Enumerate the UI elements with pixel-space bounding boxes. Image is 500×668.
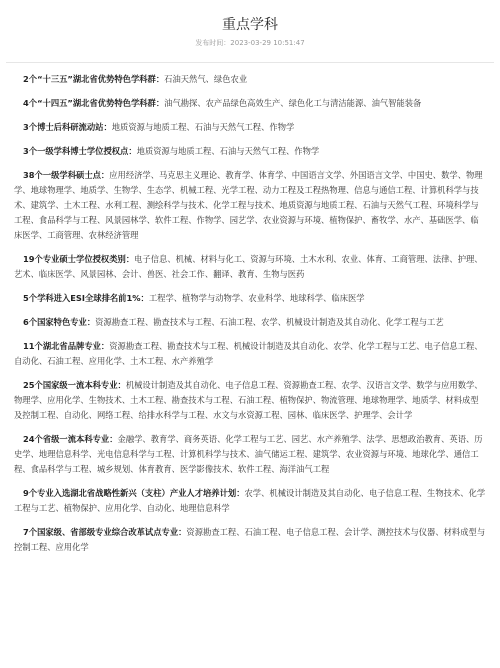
section-text: 油气勘探、农产品绿色高效生产、绿色化工与清洁能源、油气智能装备	[164, 98, 422, 108]
section-text: 资源勘查工程、勘查技术与工程、机械设计制造及其自动化、农学、化学工程与工艺、电子信息工程、自动化、石油工程、应用化学、土木工程、水产养殖学	[14, 341, 483, 366]
section-heading: 7个国家级、省部级专业综合改革试点专业：	[23, 527, 187, 537]
section-paragraph	[14, 144, 486, 159]
section-paragraph	[14, 339, 486, 369]
section-paragraph	[14, 96, 486, 111]
section-text: 石油天然气、绿色农业	[164, 74, 248, 84]
section-text: 电子信息、机械、材料与化工、资源与环境、土木水利、农业、体育、工商管理、法律、护理、艺术、临床医学、风景园林、会计、兽医、社会工作、翻译、教育、生物与医药	[14, 254, 483, 279]
section-paragraph	[14, 120, 486, 135]
section-paragraph	[14, 252, 486, 282]
section-text: 地质资源与地质工程、石油与天然气工程、作物学	[111, 122, 295, 132]
section-text: 金融学、教育学、商务英语、化学工程与工艺、园艺、水产养殖学、法学、思想政治教育、英语、历史学、地理信息科学、光电信息科学与工程、计算机科学与技术、油气储运工程、建筑学、农业资源与环境、地球化学、通信工程、食品科学与工程、城乡规划、体育教育、医学影像技术、软件工程、海洋油气工程	[14, 434, 483, 474]
section-heading: 3个一级学科博士学位授权点：	[23, 146, 137, 156]
section-paragraph	[14, 168, 486, 243]
section-heading: 24个省级一流本科专业：	[23, 434, 118, 444]
section-text: 机械设计制造及其自动化、电子信息工程、资源勘查工程、农学、汉语言文学、数学与应用数学、物理学、应用化学、生物技术、土木工程、勘查技术与工程、石油工程、植物保护、物流管理、地球物理学、地质学、材料成型及控制工程、自动化、网络工程、给排水科学与工程、水文与水资源工程、园林、临床医学、护理学、会计学	[14, 380, 483, 420]
section-paragraph	[14, 378, 486, 423]
section-text: 工程学、植物学与动物学、农业科学、地球科学、临床医学	[148, 293, 365, 303]
section-paragraph	[14, 315, 486, 330]
section-paragraph	[14, 432, 486, 477]
section-heading: 2个“十三五”湖北省优势特色学科群：	[23, 74, 165, 84]
section-heading: 4个“十四五”湖北省优势特色学科群：	[23, 98, 165, 108]
section-text: 农学、机械设计制造及其自动化、电子信息工程、生物技术、化学工程与工艺、植物保护、应用化学、自动化、地理信息科学	[14, 488, 486, 513]
section-heading: 25个国家级一流本科专业：	[23, 380, 126, 390]
section-text: 资源勘查工程、石油工程、电子信息工程、会计学、测控技术与仪器、材料成型与控制工程、应用化学	[14, 527, 486, 552]
section-heading: 5个学科进入ESI全球排名前1%：	[23, 293, 149, 303]
section-heading: 3个博士后科研流动站：	[23, 122, 112, 132]
section-paragraph	[14, 72, 486, 87]
section-heading: 9个专业入选湖北省战略性新兴（支柱）产业人才培养计划：	[23, 488, 245, 498]
section-heading: 19个专业硕士学位授权类别：	[23, 254, 135, 264]
publish-time: 发布时间：2023-03-29 10:51:47	[195, 39, 305, 47]
page-title: 重点学科	[222, 17, 278, 33]
section-paragraph	[14, 291, 486, 306]
section-heading: 11个湖北省品牌专业：	[23, 341, 110, 351]
section-text: 资源勘查工程、勘查技术与工程、石油工程、农学、机械设计制造及其自动化、化学工程与工艺	[95, 317, 444, 327]
section-paragraph	[14, 525, 486, 555]
section-paragraph	[14, 486, 486, 516]
article-body	[0, 63, 500, 555]
section-text: 地质资源与地质工程、石油与天然气工程、作物学	[136, 146, 320, 156]
section-text: 应用经济学、马克思主义理论、教育学、体育学、中国语言文学、外国语言文学、中国史、数学、物理学、地球物理学、地质学、生物学、生态学、机械工程、光学工程、动力工程及工程热物理、信息与通信工程、计算机科学与技术、建筑学、土木工程、水利工程、测绘科学与技术、化学工程与技术、地质资源与地质工程、石油与天然气工程、环境科学与工程、食品科学与工程、风景园林学、软件工程、作物学、园艺学、农业资源与环境、植物保护、畜牧学、水产、基础医学、临床医学、工商管理、农林经济管理	[14, 170, 483, 240]
section-heading: 6个国家特色专业：	[23, 317, 96, 327]
section-heading: 38个一级学科硕士点：	[23, 170, 110, 180]
